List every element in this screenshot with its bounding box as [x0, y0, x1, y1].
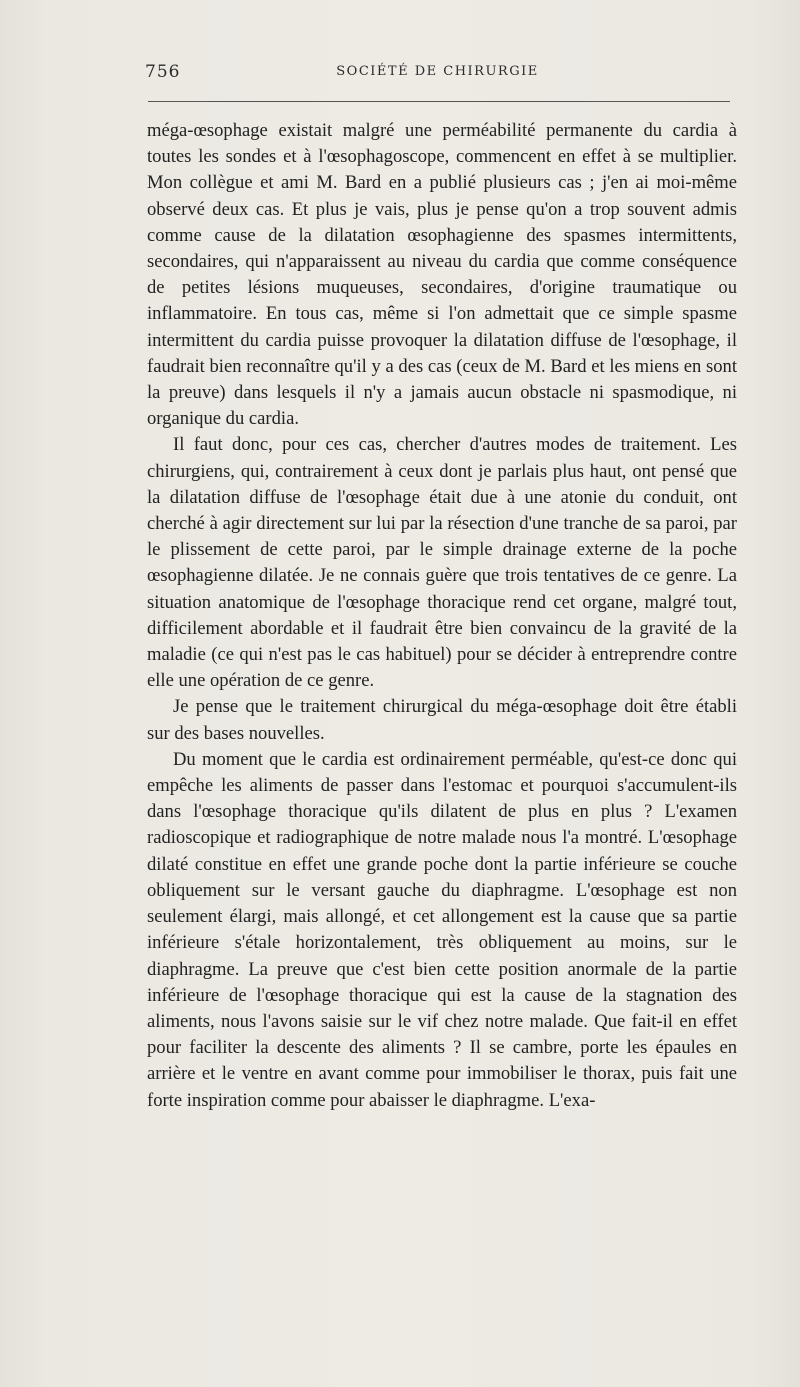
paragraph-1: méga-œsophage existait malgré une perméabilité permanente du cardia à toutes les sondes et à l'œsophagoscope, commencent en effet à se multiplier. Mon collègue et ami M. Bard en a publié plusieurs cas ; j'en ai moi-même observé deux cas. Et plus je vais, plus je pense qu'on a trop souvent admis comme cause de la dilatation œsophagienne des spasmes intermittents, secondaires, qui n'apparaissent au niveau du cardia que comme conséquence de petites lésions muqueuses, secondaires, d'origine traumatique ou inflammatoire. En tous cas, même si l'on admettait que ce simple spasme intermittent du cardia puisse provoquer la dilatation diffuse de l'œsophage, il faudrait bien reconnaître qu'il y a des cas (ceux de M. Bard et les miens en sont la preuve) dans lesquels il n'y a jamais aucun obstacle ni spasmodique, ni organique du cardia.	[147, 120, 737, 430]
header-rule	[148, 101, 730, 102]
paragraph-3: Je pense que le traitement chirurgical du méga-œsophage doit être établi sur des bases nouvelles.	[147, 696, 737, 744]
running-title: SOCIÉTÉ DE CHIRURGIE	[336, 64, 539, 79]
page-header	[145, 62, 730, 86]
paragraph-2: Il faut donc, pour ces cas, chercher d'autres modes de traitement. Les chirurgiens, qui, contrairement à ceux dont je parlais plus haut, ont pensé que la dilatation diffuse de l'œsophage était due à une atonie du conduit, ont cherché à agir directement sur lui par la résection d'une tranche de sa paroi, par le plissement de cette paroi, par le simple drainage externe de la poche œsophagienne dilatée. Je ne connais guère que trois tentatives de ce genre. La situation anatomique de l'œsophage thoracique rend cet organe, malgré tout, difficilement abordable et il faudrait être bien convaincu de la gravité de la maladie (ce qui n'est pas le cas habituel) pour se décider à entreprendre contre elle une opération de ce genre.	[147, 434, 737, 692]
paragraph-4: Du moment que le cardia est ordinairement perméable, qu'est-ce donc qui empêche les aliments de passer dans l'estomac et pourquoi s'accumulent-ils dans l'œsophage thoracique qu'ils dilatent de plus en plus ? L'examen radioscopique et radiographique de notre malade nous l'a montré. L'œsophage dilaté constitue en effet une grande poche dont la partie inférieure se couche obliquement sur le versant gauche du diaphragme. L'œsophage est non seulement élargi, mais allongé, et cet allongement est la cause que sa partie inférieure s'étale horizontalement, très obliquement au moins, sur le diaphragme. La preuve que c'est bien cette position anormale de la partie inférieure de l'œsophage thoracique qui est la cause de la stagnation des aliments, nous l'avons saisie sur le vif chez notre malade. Que fait-il en effet pour faciliter la descente des aliments ? Il se cambre, porte les épaules en arrière et le ventre en avant comme pour immobiliser le thorax, puis fait une forte inspiration comme pour abaisser le diaphragme. L'exa-	[147, 748, 737, 1111]
body-text	[147, 118, 737, 1114]
page-number: 756	[145, 62, 181, 82]
